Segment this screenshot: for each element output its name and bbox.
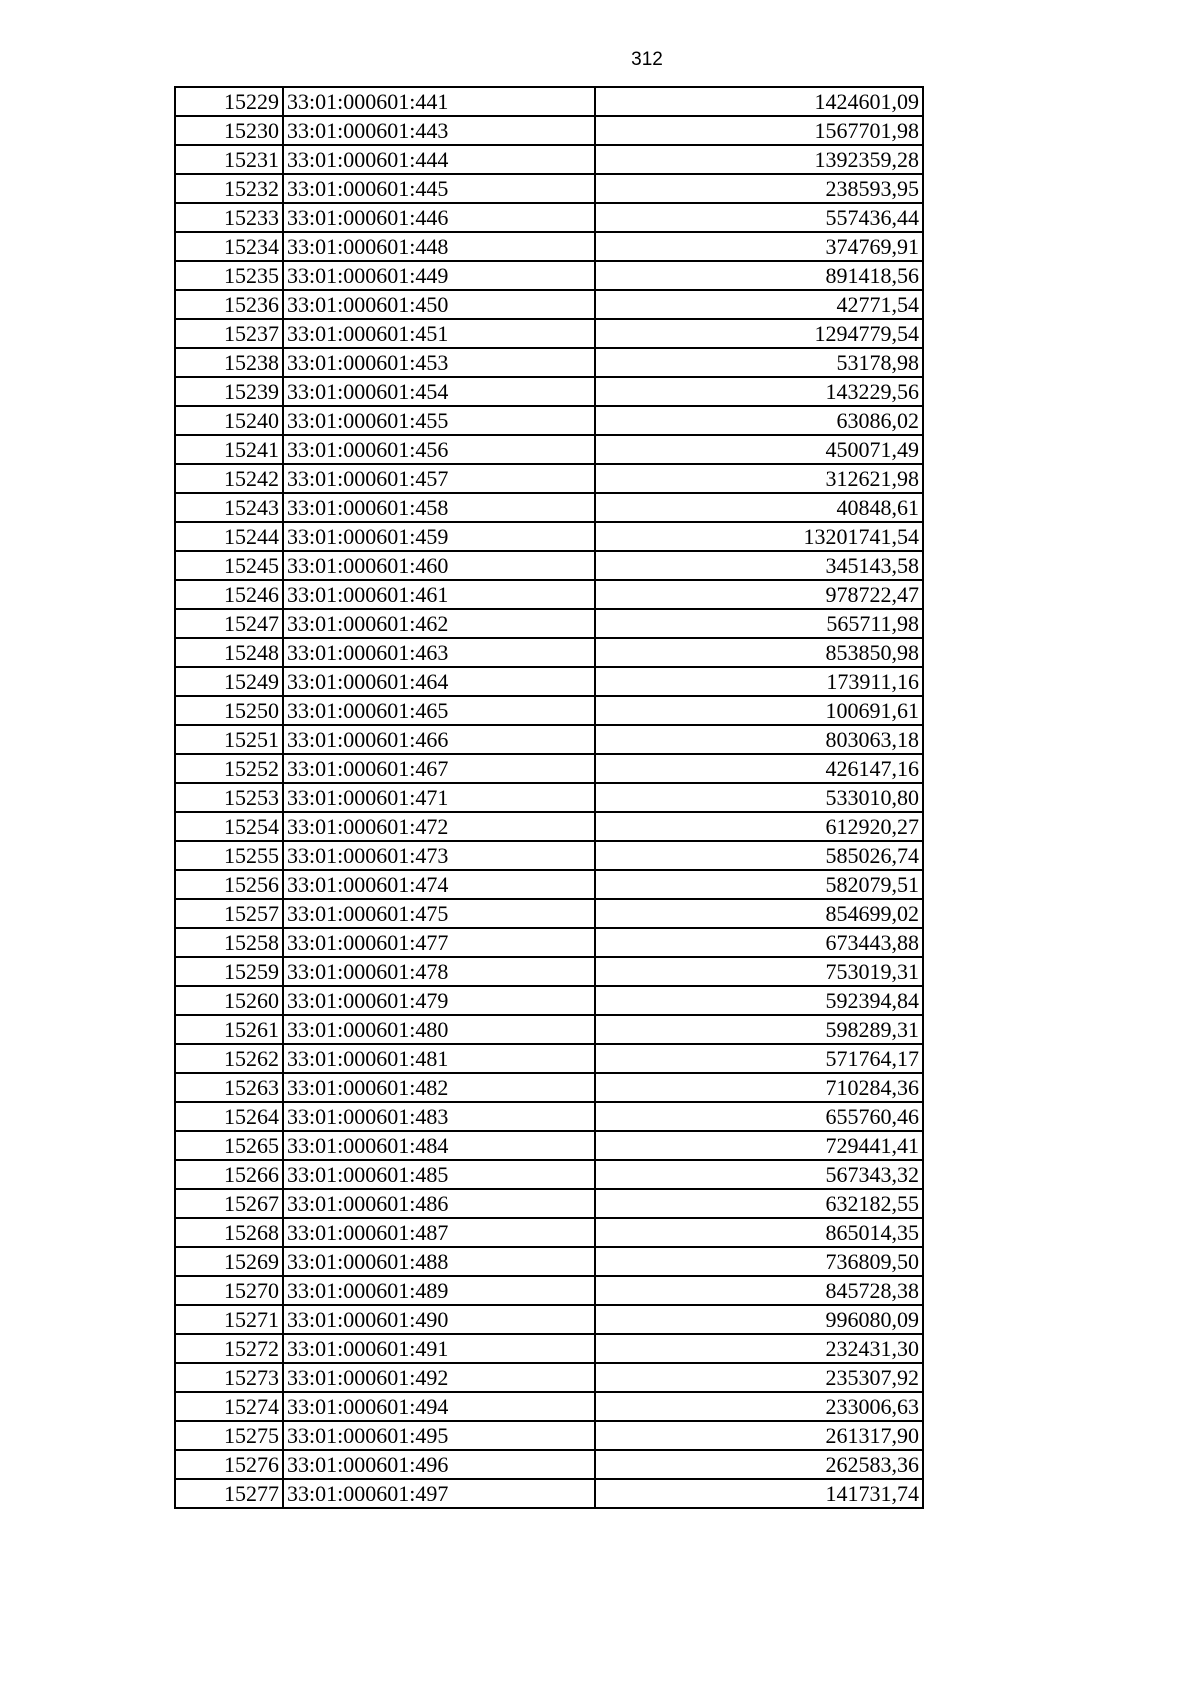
cadastral-number-cell: 33:01:000601:453 [283, 348, 595, 377]
row-number-cell: 15237 [175, 319, 283, 348]
cadastral-value-cell: 598289,31 [595, 1015, 923, 1044]
cadastral-value-cell: 533010,80 [595, 783, 923, 812]
cadastral-value-cell: 753019,31 [595, 957, 923, 986]
row-number-cell: 15230 [175, 116, 283, 145]
row-number-cell: 15245 [175, 551, 283, 580]
cadastral-value-cell: 232431,30 [595, 1334, 923, 1363]
cadastral-value-cell: 450071,49 [595, 435, 923, 464]
cadastral-number-cell: 33:01:000601:444 [283, 145, 595, 174]
table-body [175, 87, 923, 1508]
cadastral-number-cell: 33:01:000601:460 [283, 551, 595, 580]
row-number-cell: 15257 [175, 899, 283, 928]
table-row [175, 1479, 923, 1508]
cadastral-number-cell: 33:01:000601:450 [283, 290, 595, 319]
cadastral-value-cell: 426147,16 [595, 754, 923, 783]
cadastral-value-cell: 262583,36 [595, 1450, 923, 1479]
row-number-cell: 15252 [175, 754, 283, 783]
row-number-cell: 15275 [175, 1421, 283, 1450]
cadastral-value-cell: 13201741,54 [595, 522, 923, 551]
table-row [175, 1102, 923, 1131]
row-number-cell: 15247 [175, 609, 283, 638]
row-number-cell: 15266 [175, 1160, 283, 1189]
table-row [175, 899, 923, 928]
table-row [175, 174, 923, 203]
cadastral-number-cell: 33:01:000601:462 [283, 609, 595, 638]
table-row [175, 1276, 923, 1305]
row-number-cell: 15236 [175, 290, 283, 319]
table-row [175, 232, 923, 261]
cadastral-number-cell: 33:01:000601:456 [283, 435, 595, 464]
row-number-cell: 15260 [175, 986, 283, 1015]
cadastral-value-cell: 571764,17 [595, 1044, 923, 1073]
table-row [175, 116, 923, 145]
cadastral-number-cell: 33:01:000601:458 [283, 493, 595, 522]
cadastral-value-cell: 582079,51 [595, 870, 923, 899]
row-number-cell: 15261 [175, 1015, 283, 1044]
row-number-cell: 15251 [175, 725, 283, 754]
table-row [175, 1160, 923, 1189]
table-row [175, 812, 923, 841]
cadastral-value-cell: 1392359,28 [595, 145, 923, 174]
cadastral-value-cell: 312621,98 [595, 464, 923, 493]
row-number-cell: 15271 [175, 1305, 283, 1334]
cadastral-value-cell: 853850,98 [595, 638, 923, 667]
table-row [175, 1131, 923, 1160]
cadastral-value-cell: 710284,36 [595, 1073, 923, 1102]
cadastral-number-cell: 33:01:000601:478 [283, 957, 595, 986]
cadastral-value-cell: 374769,91 [595, 232, 923, 261]
cadastral-number-cell: 33:01:000601:454 [283, 377, 595, 406]
table-row [175, 696, 923, 725]
cadastral-value-cell: 996080,09 [595, 1305, 923, 1334]
cadastral-number-cell: 33:01:000601:446 [283, 203, 595, 232]
cadastral-value-cell: 891418,56 [595, 261, 923, 290]
row-number-cell: 15242 [175, 464, 283, 493]
table-row [175, 261, 923, 290]
row-number-cell: 15258 [175, 928, 283, 957]
table-row [175, 841, 923, 870]
table-row [175, 725, 923, 754]
row-number-cell: 15269 [175, 1247, 283, 1276]
table-row [175, 377, 923, 406]
row-number-cell: 15239 [175, 377, 283, 406]
cadastral-number-cell: 33:01:000601:485 [283, 1160, 595, 1189]
cadastral-number-cell: 33:01:000601:459 [283, 522, 595, 551]
cadastral-value-cell: 845728,38 [595, 1276, 923, 1305]
row-number-cell: 15268 [175, 1218, 283, 1247]
cadastral-number-cell: 33:01:000601:457 [283, 464, 595, 493]
table-row [175, 1073, 923, 1102]
row-number-cell: 15270 [175, 1276, 283, 1305]
cadastral-number-cell: 33:01:000601:488 [283, 1247, 595, 1276]
cadastral-value-cell: 235307,92 [595, 1363, 923, 1392]
row-number-cell: 15232 [175, 174, 283, 203]
table-row [175, 957, 923, 986]
row-number-cell: 15255 [175, 841, 283, 870]
table-row [175, 1450, 923, 1479]
table-row [175, 348, 923, 377]
cadastral-value-cell: 557436,44 [595, 203, 923, 232]
cadastral-number-cell: 33:01:000601:448 [283, 232, 595, 261]
cadastral-number-cell: 33:01:000601:451 [283, 319, 595, 348]
cadastral-value-cell: 173911,16 [595, 667, 923, 696]
cadastral-value-cell: 567343,32 [595, 1160, 923, 1189]
row-number-cell: 15259 [175, 957, 283, 986]
cadastral-value-cell: 63086,02 [595, 406, 923, 435]
row-number-cell: 15250 [175, 696, 283, 725]
cadastral-number-cell: 33:01:000601:455 [283, 406, 595, 435]
row-number-cell: 15254 [175, 812, 283, 841]
cadastral-value-cell: 100691,61 [595, 696, 923, 725]
cadastral-number-cell: 33:01:000601:480 [283, 1015, 595, 1044]
row-number-cell: 15233 [175, 203, 283, 232]
row-number-cell: 15229 [175, 87, 283, 116]
cadastral-number-cell: 33:01:000601:483 [283, 1102, 595, 1131]
cadastral-value-cell: 673443,88 [595, 928, 923, 957]
cadastral-value-cell: 729441,41 [595, 1131, 923, 1160]
cadastral-value-cell: 233006,63 [595, 1392, 923, 1421]
cadastral-number-cell: 33:01:000601:492 [283, 1363, 595, 1392]
cadastral-value-cell: 865014,35 [595, 1218, 923, 1247]
table-row [175, 1334, 923, 1363]
cadastral-value-table [174, 86, 924, 1509]
table-row [175, 1247, 923, 1276]
table-row [175, 464, 923, 493]
row-number-cell: 15277 [175, 1479, 283, 1508]
cadastral-number-cell: 33:01:000601:491 [283, 1334, 595, 1363]
table-row [175, 1305, 923, 1334]
table-row [175, 203, 923, 232]
row-number-cell: 15267 [175, 1189, 283, 1218]
cadastral-number-cell: 33:01:000601:487 [283, 1218, 595, 1247]
table-row [175, 783, 923, 812]
row-number-cell: 15234 [175, 232, 283, 261]
cadastral-number-cell: 33:01:000601:449 [283, 261, 595, 290]
row-number-cell: 15265 [175, 1131, 283, 1160]
cadastral-value-cell: 655760,46 [595, 1102, 923, 1131]
table-row [175, 522, 923, 551]
cadastral-number-cell: 33:01:000601:490 [283, 1305, 595, 1334]
cadastral-number-cell: 33:01:000601:466 [283, 725, 595, 754]
page-number: 312 [631, 49, 663, 70]
row-number-cell: 15272 [175, 1334, 283, 1363]
cadastral-value-cell: 854699,02 [595, 899, 923, 928]
cadastral-value-cell: 632182,55 [595, 1189, 923, 1218]
row-number-cell: 15235 [175, 261, 283, 290]
table-row [175, 667, 923, 696]
row-number-cell: 15248 [175, 638, 283, 667]
table-row [175, 87, 923, 116]
row-number-cell: 15249 [175, 667, 283, 696]
row-number-cell: 15274 [175, 1392, 283, 1421]
cadastral-value-cell: 141731,74 [595, 1479, 923, 1508]
cadastral-value-cell: 238593,95 [595, 174, 923, 203]
cadastral-number-cell: 33:01:000601:472 [283, 812, 595, 841]
cadastral-number-cell: 33:01:000601:495 [283, 1421, 595, 1450]
table-row [175, 493, 923, 522]
cadastral-number-cell: 33:01:000601:489 [283, 1276, 595, 1305]
row-number-cell: 15246 [175, 580, 283, 609]
cadastral-number-cell: 33:01:000601:464 [283, 667, 595, 696]
table-row [175, 1363, 923, 1392]
cadastral-number-cell: 33:01:000601:474 [283, 870, 595, 899]
table-row [175, 928, 923, 957]
cadastral-value-cell: 261317,90 [595, 1421, 923, 1450]
row-number-cell: 15262 [175, 1044, 283, 1073]
cadastral-value-cell: 1294779,54 [595, 319, 923, 348]
cadastral-number-cell: 33:01:000601:467 [283, 754, 595, 783]
cadastral-value-cell: 803063,18 [595, 725, 923, 754]
cadastral-number-cell: 33:01:000601:486 [283, 1189, 595, 1218]
table-row [175, 754, 923, 783]
table-row [175, 870, 923, 899]
cadastral-number-cell: 33:01:000601:482 [283, 1073, 595, 1102]
row-number-cell: 15231 [175, 145, 283, 174]
table-row [175, 145, 923, 174]
cadastral-value-cell: 612920,27 [595, 812, 923, 841]
row-number-cell: 15273 [175, 1363, 283, 1392]
row-number-cell: 15238 [175, 348, 283, 377]
table-row [175, 290, 923, 319]
cadastral-value-cell: 565711,98 [595, 609, 923, 638]
cadastral-value-cell: 53178,98 [595, 348, 923, 377]
cadastral-number-cell: 33:01:000601:443 [283, 116, 595, 145]
row-number-cell: 15243 [175, 493, 283, 522]
cadastral-number-cell: 33:01:000601:475 [283, 899, 595, 928]
row-number-cell: 15240 [175, 406, 283, 435]
row-number-cell: 15264 [175, 1102, 283, 1131]
row-number-cell: 15241 [175, 435, 283, 464]
cadastral-number-cell: 33:01:000601:463 [283, 638, 595, 667]
table-row [175, 1421, 923, 1450]
cadastral-value-cell: 345143,58 [595, 551, 923, 580]
cadastral-number-cell: 33:01:000601:461 [283, 580, 595, 609]
row-number-cell: 15263 [175, 1073, 283, 1102]
cadastral-value-cell: 42771,54 [595, 290, 923, 319]
cadastral-value-cell: 585026,74 [595, 841, 923, 870]
table-row [175, 1392, 923, 1421]
cadastral-value-cell: 978722,47 [595, 580, 923, 609]
table-row [175, 551, 923, 580]
cadastral-number-cell: 33:01:000601:484 [283, 1131, 595, 1160]
cadastral-value-cell: 1567701,98 [595, 116, 923, 145]
table-row [175, 580, 923, 609]
cadastral-number-cell: 33:01:000601:481 [283, 1044, 595, 1073]
cadastral-number-cell: 33:01:000601:496 [283, 1450, 595, 1479]
cadastral-number-cell: 33:01:000601:494 [283, 1392, 595, 1421]
table-row [175, 406, 923, 435]
cadastral-value-cell: 592394,84 [595, 986, 923, 1015]
table-row [175, 1044, 923, 1073]
cadastral-value-cell: 40848,61 [595, 493, 923, 522]
cadastral-number-cell: 33:01:000601:441 [283, 87, 595, 116]
cadastral-value-cell: 143229,56 [595, 377, 923, 406]
table-row [175, 1218, 923, 1247]
cadastral-number-cell: 33:01:000601:497 [283, 1479, 595, 1508]
cadastral-value-cell: 736809,50 [595, 1247, 923, 1276]
table-row [175, 986, 923, 1015]
row-number-cell: 15276 [175, 1450, 283, 1479]
cadastral-number-cell: 33:01:000601:473 [283, 841, 595, 870]
cadastral-number-cell: 33:01:000601:445 [283, 174, 595, 203]
cadastral-number-cell: 33:01:000601:477 [283, 928, 595, 957]
cadastral-value-cell: 1424601,09 [595, 87, 923, 116]
table-row [175, 435, 923, 464]
table-row [175, 638, 923, 667]
table-row [175, 319, 923, 348]
table-row [175, 1189, 923, 1218]
row-number-cell: 15256 [175, 870, 283, 899]
cadastral-number-cell: 33:01:000601:471 [283, 783, 595, 812]
cadastral-number-cell: 33:01:000601:479 [283, 986, 595, 1015]
cadastral-number-cell: 33:01:000601:465 [283, 696, 595, 725]
row-number-cell: 15244 [175, 522, 283, 551]
row-number-cell: 15253 [175, 783, 283, 812]
table-row [175, 609, 923, 638]
table-row [175, 1015, 923, 1044]
